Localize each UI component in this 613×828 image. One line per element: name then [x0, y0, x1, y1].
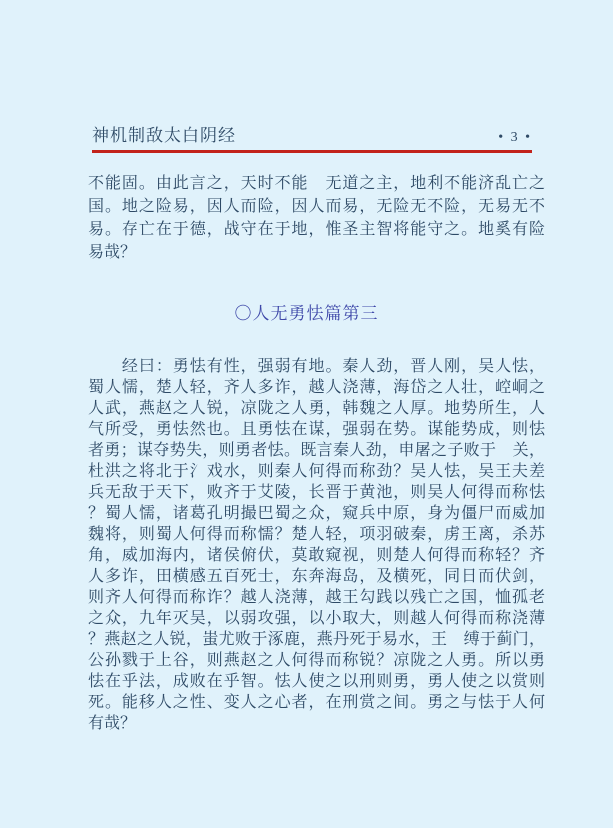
text-line: 易哉？: [88, 244, 137, 261]
text-line: 角，威加海内，诸侯俯伏，莫敢窥视，则楚人何得而称轻？齐: [88, 547, 545, 564]
section-heading: 〇人无勇怯篇第三: [234, 304, 379, 323]
text-line: 不能固。由此言之，天时不能 无道之主，地利不能济乱亡之: [88, 175, 545, 192]
text-line: 经曰：勇怯有性，强弱有地。秦人劲，晋人刚，吴人怯，: [88, 358, 545, 375]
text-line: 则齐人何得而称诈？越人浇薄，越王勾践以残亡之国，恤孤老: [88, 589, 545, 606]
text-line: 有哉？: [88, 715, 137, 732]
text-line: 之众，九年灭吴，以弱攻强，以小取大，则越人何得而称浇薄: [88, 610, 545, 627]
text-line: 人多诈，田横感五百死士，东奔海岛，及横死，同日而伏剑，: [88, 568, 545, 585]
text-line: 怯在乎法，成败在乎智。怯人使之以刑则勇，勇人使之以赏则: [88, 673, 545, 690]
text-line: 国。地之险易，因人而险，因人而易，无险无不险，无易无不: [88, 198, 545, 215]
text-line: ？燕赵之人锐，蚩尤败于涿鹿，燕丹死于易水，王 缚于蓟门，: [88, 631, 545, 648]
text-line: 气所受，勇怯然也。且勇怯在谋，强弱在势。谋能势成，则怯: [88, 421, 545, 438]
text-line: 易。存亡在于德，战守在于地，惟圣主智将能守之。地奚有险: [88, 221, 545, 238]
text-line: 兵无敌于天下，败齐于艾陵，长晋于黄池，则吴人何得而称怯: [88, 484, 545, 501]
text-line: ？蜀人懦，诸葛孔明撮巴蜀之众，窥兵中原，身为僵尸而威加: [88, 505, 545, 522]
page-header: [92, 126, 532, 153]
text-line: 公孙戮于上谷，则燕赵之人何得而称锐？凉陇之人勇。所以勇: [88, 652, 545, 669]
text-line: 杜洪之将北于氵戏水，则秦人何得而称劲？吴人怯，吴王夫差: [88, 463, 545, 480]
text-line: 人武，燕赵之人锐，凉陇之人勇，韩魏之人厚。地势所生，人: [88, 400, 545, 417]
text-line: 者勇；谋夺势失，则勇者怯。既言秦人劲，申屠之子败于 关，: [88, 442, 545, 459]
text-line: 蜀人懦，楚人轻，齐人多诈，越人浇薄，海岱之人壮，崆峒之: [88, 379, 545, 396]
text-line: 魏将，则蜀人何得而称懦？楚人轻，项羽破秦，虏王离，杀苏: [88, 526, 545, 543]
paragraph-continuation: [88, 172, 545, 264]
page-number: • 3 •: [498, 130, 532, 145]
paragraph-main: [88, 356, 545, 734]
text-line: 死。能移人之性、变人之心者，在刑赏之间。勇之与怯于人何: [88, 694, 545, 711]
running-title: 神机制敌太白阴经: [92, 126, 236, 145]
